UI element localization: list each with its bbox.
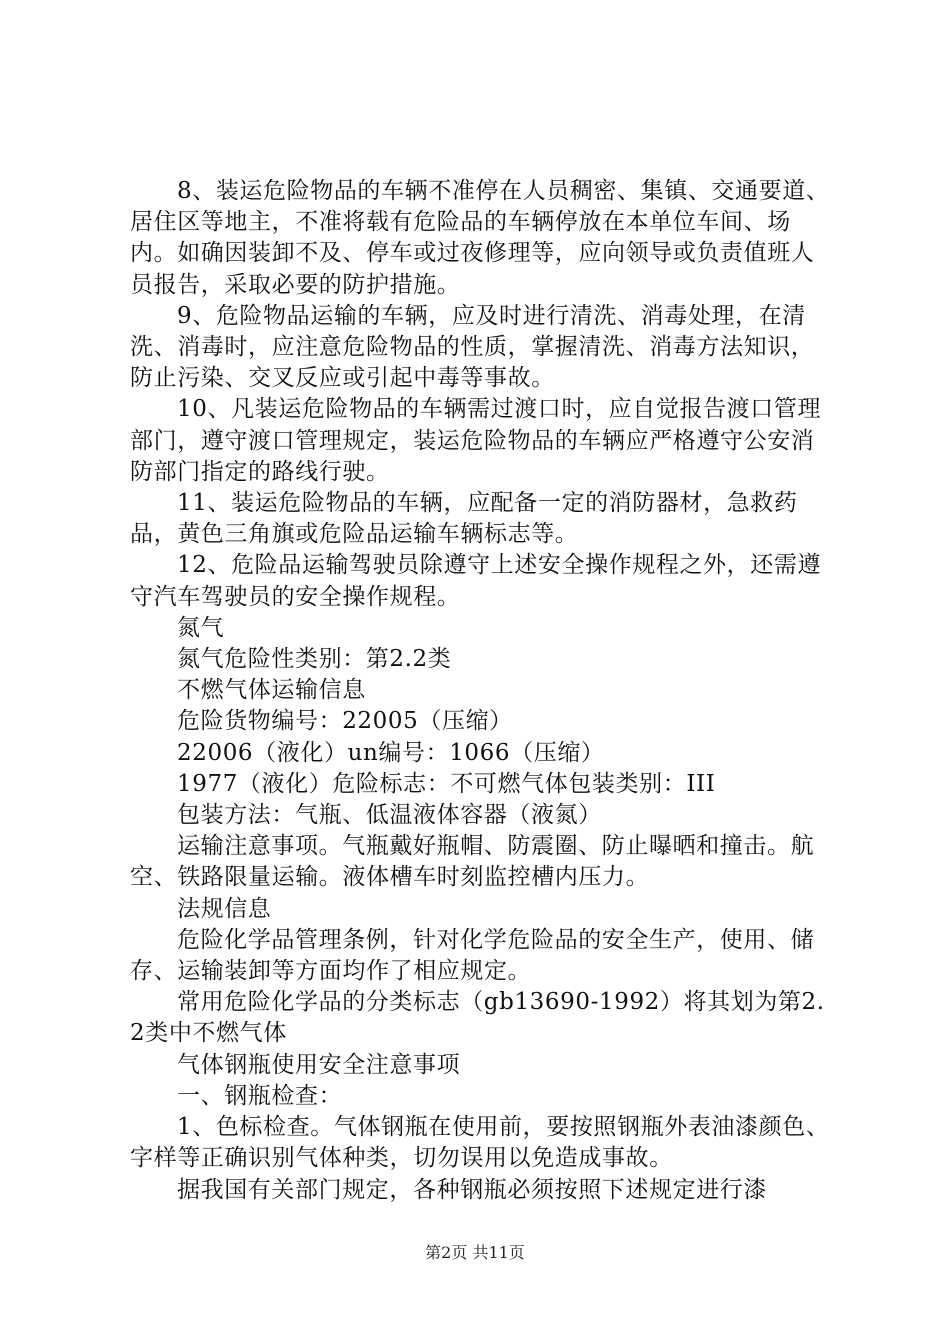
regulations-paragraph: 危险化学品管理条例，针对化学危险品的安全生产，使用、储存、运输装卸等方面均作了相应规定。 xyxy=(130,926,815,985)
regulation-rule-paragraph: 据我国有关部门规定，各种钢瓶必须按照下述规定进行漆 xyxy=(177,1176,767,1203)
packaging-method-line: 包装方法：气瓶、低温液体容器（液氮） xyxy=(177,802,602,829)
un-number-line: 22006（液化）un编号：1066（压缩） xyxy=(177,739,605,766)
transport-notes-paragraph: 运输注意事项。气瓶戴好瓶帽、防震圈、防止曝晒和撞击。航空、铁路限量运输。液体槽车时刻监控槽内压力。 xyxy=(130,833,815,891)
section-title-nitrogen: 氮气 xyxy=(177,614,225,641)
regulations-heading: 法规信息 xyxy=(177,895,272,922)
paragraph-item-11: 11、装运危险物品的车辆，应配备一定的消防器材，急救药品，黄色三角旗或危险品运输车辆标志等。 xyxy=(130,490,798,548)
paragraph-item-9: 9、危险物品运输的车辆，应及时进行清洗、消毒处理，在清洗、消毒时，应注意危险物品的性质，掌握清洗、消毒方法知识，防止污染、交叉反应或引起中毒等事故。 xyxy=(130,302,815,392)
cylinder-check-heading: 一、钢瓶检查： xyxy=(177,1082,343,1109)
page-footer xyxy=(0,1243,950,1263)
page-number-label: 第2页 共11页 xyxy=(425,1243,525,1262)
paragraph-item-10: 10、凡装运危险物品的车辆需过渡口时，应自觉报告渡口管理部门，遵守渡口管理规定，装运危险物品的车辆应严格遵守公安消防部门指定的路线行驶。 xyxy=(130,396,822,485)
transport-info-heading: 不燃气体运输信息 xyxy=(177,677,366,704)
hazard-class-line: 氮气危险性类别：第2.2类 xyxy=(177,646,452,673)
paragraph-item-8: 8、装运危险物品的车辆不准停在人员稠密、集镇、交通要道、居住区等地主，不准将载有危险品的车辆停放在本单位车间、场内。如确因装卸不及、停车或过夜修理等，应向领导或负责值班人员报告，采取必要的防护措施。 xyxy=(130,178,830,298)
classification-paragraph: 常用危险化学品的分类标志（gb13690-1992）将其划为第2.2类中不燃气体 xyxy=(130,989,825,1047)
color-code-check-paragraph: 1、色标检查。气体钢瓶在使用前，要按照钢瓶外表油漆颜色、字样等正确识别气体种类，切勿误用以免造成事故。 xyxy=(130,1114,830,1172)
hazard-label-line: 1977（液化）危险标志：不可燃气体包装类别：III xyxy=(177,770,716,797)
dangerous-goods-number-line: 危险货物编号：22005（压缩） xyxy=(177,708,513,735)
document-body xyxy=(130,176,835,1206)
cylinder-safety-heading: 气体钢瓶使用安全注意事项 xyxy=(177,1051,461,1078)
paragraph-item-12: 12、危险品运输驾驶员除遵守上述安全操作规程之外，还需遵守汽车驾驶员的安全操作规程。 xyxy=(130,552,822,610)
